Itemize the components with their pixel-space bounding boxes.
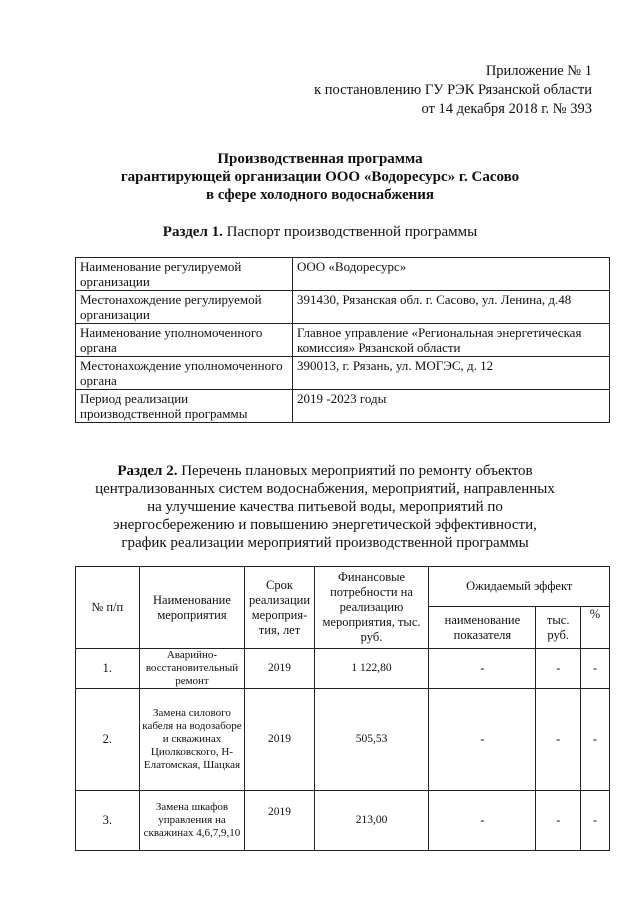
passport-value: 2019 -2023 годы <box>293 390 610 423</box>
section1-text: Паспорт производственной программы <box>222 224 478 240</box>
passport-key: Наименование уполномоченного органа <box>76 324 293 357</box>
passport-key: Наименование регулируемой организации <box>76 258 293 291</box>
section1-heading <box>0 224 640 241</box>
appendix-header <box>314 62 592 119</box>
table-row <box>76 649 610 689</box>
table-row <box>76 357 610 390</box>
appendix-line-3: от 14 декабря 2018 г. № 393 <box>421 101 592 117</box>
header-effect: Ожидаемый эффект <box>429 567 610 607</box>
row-num: 2. <box>76 689 140 791</box>
section2-label: Раздел 2. <box>117 463 178 479</box>
row-thous: - <box>536 689 581 791</box>
passport-value: 390013, г. Рязань, ул. МОГЭС, д. 12 <box>293 357 610 390</box>
table-row <box>76 791 610 851</box>
row-num: 3. <box>76 791 140 851</box>
row-indicator: - <box>429 791 536 851</box>
program-table <box>75 566 610 851</box>
header-thous: тыс. руб. <box>536 607 581 649</box>
row-fin: 505,53 <box>314 689 429 791</box>
passport-table <box>75 257 610 423</box>
header-indicator: наименование показателя <box>429 607 536 649</box>
row-year: 2019 <box>245 791 314 851</box>
row-thous: - <box>536 791 581 851</box>
passport-key: Период реализации производственной программы <box>76 390 293 423</box>
row-thous: - <box>536 649 581 689</box>
row-pct: - <box>580 689 609 791</box>
section1-label: Раздел 1. <box>162 224 223 240</box>
row-fin: 213,00 <box>314 791 429 851</box>
row-pct: - <box>580 791 609 851</box>
title-line-1: Производственная программа <box>217 151 423 167</box>
row-num: 1. <box>76 649 140 689</box>
table-header-row <box>76 567 610 607</box>
title-line-2: гарантирующей организации ООО «Водоресурс» г. Сасово <box>120 169 520 185</box>
table-row <box>76 291 610 324</box>
passport-value: 391430, Рязанская обл. г. Сасово, ул. Ленина, д.48 <box>293 291 610 324</box>
appendix-line-1: Приложение № 1 <box>485 63 592 79</box>
table-row <box>76 390 610 423</box>
row-name: Замена силового кабеля на водозаборе и скважинах Циолковского, Н-Елатомская, Шацкая <box>139 689 245 791</box>
passport-value: Главное управление «Региональная энергетическая комиссия» Рязанской области <box>293 324 610 357</box>
passport-key: Местонахождение уполномоченного органа <box>76 357 293 390</box>
header-pct: % <box>580 607 609 649</box>
row-indicator: - <box>429 649 536 689</box>
section2-heading <box>90 462 560 552</box>
row-year: 2019 <box>245 689 314 791</box>
table-row <box>76 689 610 791</box>
header-term: Срок реализации мероприя-тия, лет <box>245 567 314 649</box>
row-name: Замена шкафов управления на скважинах 4,6,7,9,10 <box>139 791 245 851</box>
row-pct: - <box>580 649 609 689</box>
row-fin: 1 122,80 <box>314 649 429 689</box>
table-row <box>76 324 610 357</box>
appendix-line-2: к постановлению ГУ РЭК Рязанской области <box>314 82 592 98</box>
table-row <box>76 258 610 291</box>
header-num: № п/п <box>76 567 140 649</box>
section2-text: Перечень плановых мероприятий по ремонту объектов централизованных систем водоснабжения, мероприятий, направленных на улучшение качества питьевой воды, мероприятий по энергосбережению и повышению энергетической эффективности, график реализации мероприятий производственной программы <box>95 463 555 551</box>
row-name: Аварийно-восстановительный ремонт <box>139 649 245 689</box>
row-indicator: - <box>429 689 536 791</box>
passport-value: ООО «Водоресурс» <box>293 258 610 291</box>
document-title <box>0 150 640 204</box>
header-name: Наименование мероприятия <box>139 567 245 649</box>
passport-key: Местонахождение регулируемой организации <box>76 291 293 324</box>
row-year: 2019 <box>245 649 314 689</box>
title-line-3: в сфере холодного водоснабжения <box>205 187 435 203</box>
header-fin: Финансовые потребности на реализацию мероприятия, тыс. руб. <box>314 567 429 649</box>
